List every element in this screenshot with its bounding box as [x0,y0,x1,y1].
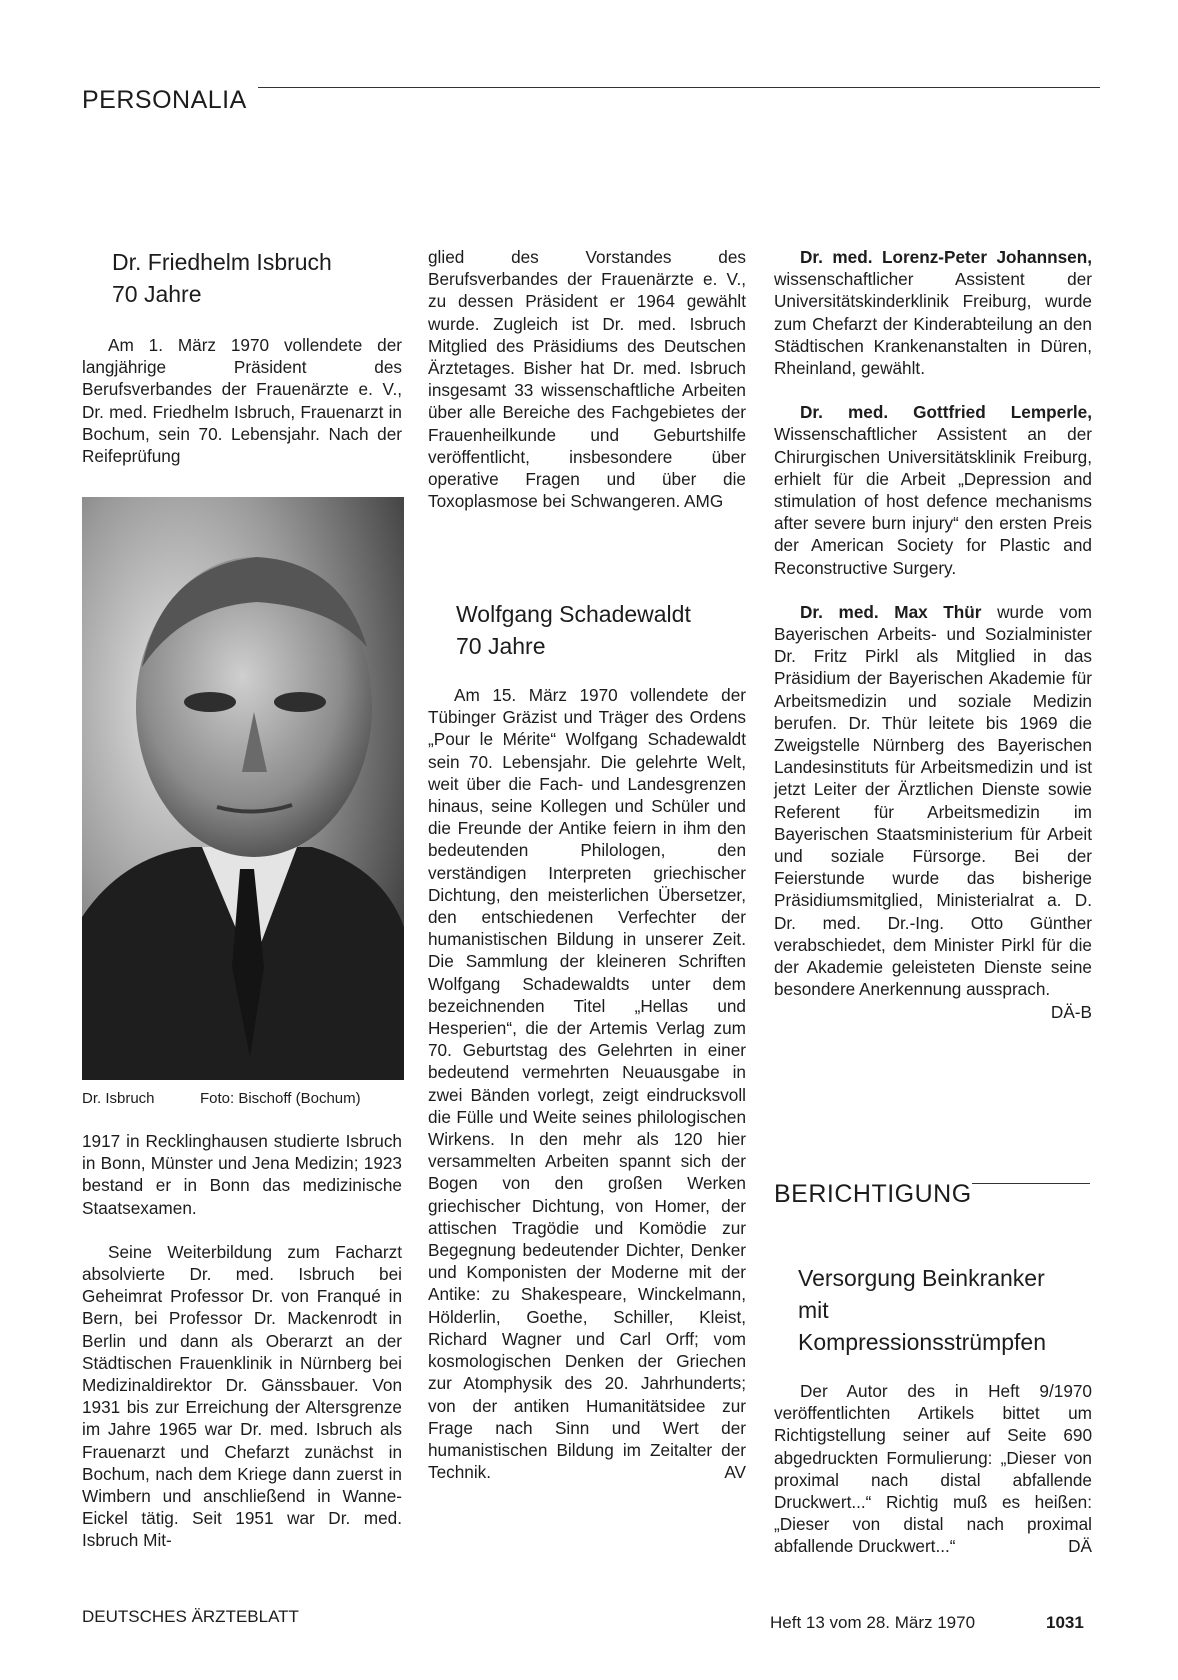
portrait-photo [82,497,404,1080]
article-isbruch-end [428,246,746,512]
header-rule [258,87,1100,88]
headline-line: mit [798,1297,829,1323]
correction-article [774,1262,1092,1558]
correction-section-title: BERICHTIGUNG [774,1180,972,1208]
issue-info: Heft 13 vom 28. März 1970 [770,1613,976,1632]
note-text: wurde vom Bayerischen Arbeits- und Sozialminister Dr. Fritz Pirkl als Mitglied in das Präsidium der Bayerischen Akademie für Arbeitsmedizin und soziale Medizin berufen. Dr. Thür leitete bis 1969 die Zweigstelle Nürnberg des Bayerischen Landesinstituts für Arbeitsmedizin und ist jetzt Leiter der Ärztlichen Dienste sowie Referent für Arbeitsmedizin im Bayerischen Staatsministerium für Arbeit und soziale Fürsorge. Bei der Feierstunde wurde das bisherige Präsidiumsmitglied, Ministerialrat a. D. Dr. med. Dr.-Ing. Otto Günther verabschiedet, dem Minister Pirkl für die der Akademie geleisteten Dienste seine besondere Anerkennung aussprach. [774,601,1092,1000]
personal-notes [774,246,1092,1023]
note-name: Max Thür [894,601,982,622]
article-isbruch-top [82,246,402,467]
portrait-image [82,497,404,1080]
article-headline [798,1262,1092,1358]
journal-name: DEUTSCHES ÄRZTEBLATT [82,1607,299,1626]
note-lemperle [774,401,1092,579]
section-title: PERSONALIA [82,86,247,114]
headline-line: Kompressionsstrümpfen [798,1329,1046,1355]
correction-rule [972,1183,1090,1184]
headline-line: Wolfgang Schadewaldt [456,601,691,627]
article-isbruch-continued [82,1130,402,1552]
article-paragraph: Am 1. März 1970 vollendete der langjährige Präsident des Berufsverbandes der Frauenärzte e. V., Dr. med. Friedhelm Isbruch, Frauenarzt in Bochum, sein 70. Lebensjahr. Nach der Reifeprüfung [82,335,402,467]
article-paragraph: glied des Vorstandes des Berufsverbandes der Frauenärzte e. V., zu dessen Präsident er 1964 gewählt wurde. Zugleich ist Dr. med. Isbruch Mitglied des Präsidiums des Deutschen Ärztetages. Bisher hat Dr. med. Isbruch insgesamt 33 wissenschaftliche Arbeiten über alle Bereiche des Fachgebietes der Frauenheilkunde und Geburtshilfe veröffentlicht, insbesondere über operative Fragen und über die Toxoplasmose bei Schwangeren. AMG [428,247,746,512]
article-body: Am 15. März 1970 vollendete der Tübinger Gräzist und Träger des Ordens „Pour le Mérite“ Wolfgang Schadewaldt sein 70. Lebensjahr. Die gelehrte Welt, weit über die Fach- und Landesgrenzen hinaus, seine Kollegen und Schüler und die Freunde der Antike feiern in ihm den bedeutenden Philologen, den verständigen Interpreten griechischer Dichtung, den meisterlichen Übersetzer, den entschiedenen Verfechter der humanistischen Bildung in unserer Zeit. Die Sammlung der kleineren Schriften Wolfgang Schadewaldts unter dem bezeichnenden Titel „Hellas und Hesperien“, die der Artemis Verlag zum 70. Geburtstag des Gelehrten in einer bedeutend vermehrten Neuausgabe in zwei Bänden vorlegt, zeigt eindrucksvoll die Fülle und Weite seines philologischen Wirkens. In den mehr als 120 hier versammelten Arbeiten spannt sich der Bogen von den großen Werken griechischer Dichtung, von Homer, der attischen Tragödie und Komödie zur Begegnung bedeutender Dichter, Denker und Komponisten der Moderne mit der Antike: zu Shakespeare, Winckelmann, Hölderlin, Goethe, Schiller, Kleist, Richard Wagner und Carl Orff; vom kosmologischen Denken der Griechen zur Atomphysik des 20. Jahrhunderts; von der antiken Humanitätsidee zur Frage nach Sinn und Wert der humanistischen Bildung im Zeitalter der Technik. [428,685,746,1483]
article-paragraph: 1917 in Recklinghausen studierte Isbruch in Bonn, Münster und Jena Medizin; 1923 bestand er in Bonn das medizinische Staatsexamen. [82,1131,402,1218]
article-headline [456,598,746,662]
article-headline [112,246,402,310]
note-signature: DÄ-B [1050,1001,1092,1022]
article-paragraph: Seine Weiterbildung zum Facharzt absolvierte Dr. med. Isbruch bei Geheimrat Professor Dr. von Franqué in Bern, bei Professor Dr. Mackenrodt in Berlin und dann als Oberarzt an der Städtischen Frauenklinik in Nürnberg bei Medizinaldirektor Dr. Gänssbauer. Von 1931 bis zur Erreichung der Altersgrenze im Jahre 1965 war Dr. med. Isbruch als Frauenarzt und Chefarzt zunächst in Bochum, nach dem Kriege dann zuerst in Wimbern und anschließend in Wanne-Eickel tätig. Seit 1951 war Dr. med. Isbruch Mit- [82,1241,402,1551]
photo-caption-name: Dr. Isbruch [82,1090,155,1107]
note-thuer [774,601,1092,1022]
article-paragraph [428,684,746,1483]
headline-line: 70 Jahre [112,281,202,307]
headline-line: Dr. Friedhelm Isbruch [112,249,332,275]
headline-line: 70 Jahre [456,633,546,659]
note-text: Wissenschaftlicher Assistent an der Chirurgischen Universitätsklinik Freiburg, erhielt für die Arbeit „Depression and stimulation of host defence mechanisms after severe burn injury“ den ersten Preis der American Society for Plastic and Reconstructive Surgery. [774,424,1092,578]
note-text: wissenschaftlicher Assistent der Universitätskinderklinik Freiburg, wurde zum Chefarzt der Kinderabteilung an den Städtischen Krankenanstalten in Düren, Rheinland, gewählt. [774,269,1092,379]
article-paragraph [774,1380,1092,1558]
article-schadewaldt [428,598,746,1483]
article-signature: DÄ [1068,1536,1092,1557]
note-name: Dr. med. Lorenz-Peter Johannsen, [800,247,1092,267]
note-johannsen [774,246,1092,379]
headline-line: Versorgung Beinkranker [798,1265,1045,1291]
article-body: Der Autor des in Heft 9/1970 veröffentlichten Artikels bittet um Richtigstellung seiner auf Seite 690 abgedruckten Formulierung: „Dieser von proximal nach distal abfallende Druckwert...“ Richtig muß es heißen: „Dieser von distal nach proximal abfallende Druckwert...“ [774,1381,1092,1557]
photo-caption-credit: Foto: Bischoff (Bochum) [200,1090,361,1107]
page-number: 1031 [1046,1613,1084,1632]
note-name: Dr. med. Gottfried Lemperle, [800,402,1092,423]
note-name-lead: Dr. med. [800,601,895,622]
article-signature: AV [724,1462,746,1483]
